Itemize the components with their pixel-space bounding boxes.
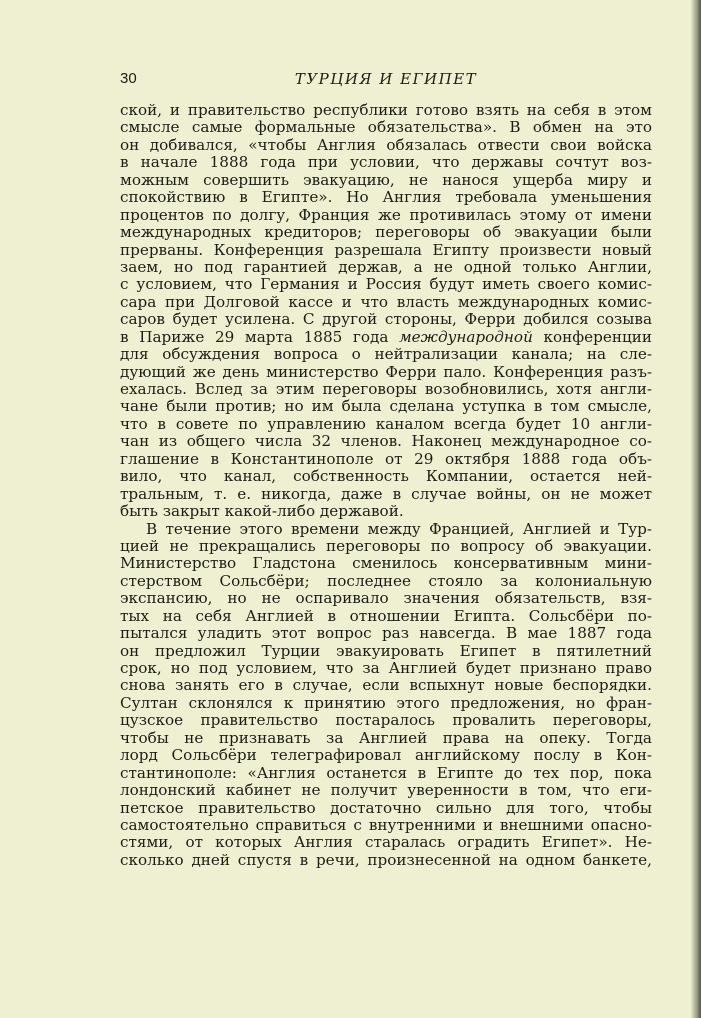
text-run: ской, и правительство республики готово взять на себя в этом (120, 101, 652, 119)
text-line (120, 555, 652, 572)
text-line (120, 416, 652, 433)
text-line (120, 730, 652, 747)
text-line (120, 834, 652, 851)
text-line (120, 643, 652, 660)
text-run: лондонский кабинет не получит уверенности в том, что еги- (120, 781, 652, 800)
text-run: можным совершить эвакуацию, не нанося ущерба миру и (120, 170, 652, 189)
page-edge-shadow (691, 0, 701, 1018)
text-line (120, 451, 652, 468)
text-line (120, 398, 652, 415)
text-run: смысле самые формальные обязательства». В обмен на это (120, 118, 652, 137)
text-line (120, 800, 652, 817)
text-line (120, 346, 652, 363)
text-run: Султан склонялся к принятию этого предложения, но фран- (120, 693, 652, 712)
text-run: заем, но под гарантией держав, а не одной только Англии, (120, 257, 652, 276)
text-line (120, 573, 652, 590)
text-run: тральным, т. е. никогда, даже в случае войны, он не может (120, 484, 652, 503)
text-line (120, 521, 652, 538)
text-run: саров будет усилена. С другой стороны, Ферри добился созыва (120, 310, 652, 329)
text-run: стерством Сольсбёри; последнее стояло за колониальную (120, 571, 652, 590)
text-line (120, 364, 652, 381)
text-run: В течение этого времени между Францией, Англией и Тур- (146, 519, 652, 538)
text-line (120, 102, 652, 119)
text-run: петское правительство достаточно сильно для того, чтобы (120, 798, 652, 817)
text-line (120, 712, 652, 729)
text-run: международных кредиторов; переговоры об эвакуации были (120, 223, 652, 242)
text-run: ехалась. Вслед за этим переговоры возобновились, хотя англи- (120, 380, 652, 398)
text-line (120, 695, 652, 712)
page-header (120, 70, 652, 92)
text-line (120, 468, 652, 485)
text-run: стями, от которых Англия старалась оградить Египет». Не- (120, 833, 652, 852)
text-run: стантинополе: «Англия останется в Египте до тех пор, пока (120, 763, 652, 782)
text-run: срок, но под условием, что за Англией будет признано право (120, 659, 652, 677)
text-run: чан из общего числа 32 членов. Наконец международное со- (120, 432, 652, 451)
text-run: для обсуждения вопроса о нейтрализации канала; на сле- (120, 345, 652, 364)
text-line (120, 590, 652, 607)
text-line (120, 329, 652, 346)
text-line (120, 817, 652, 834)
text-line (120, 852, 652, 869)
italic-emphasis: международной (399, 327, 533, 346)
text-line (120, 207, 652, 224)
text-line (120, 747, 652, 764)
text-run: дующий же день министерство Ферри пало. Конференция разъ- (120, 362, 652, 381)
text-line (120, 381, 652, 398)
text-run: с условием, что Германия и Россия будут иметь своего комис- (120, 275, 652, 294)
text-run: чане были против; но им была сделана уступка в том смысле, (120, 397, 652, 416)
text-line (120, 782, 652, 799)
text-line (120, 189, 652, 206)
text-run: конференции (532, 327, 652, 346)
text-line (120, 538, 652, 555)
text-line (120, 137, 652, 154)
text-run: процентов по долгу, Франция же противилась этому от имени (120, 205, 652, 224)
text-line (120, 224, 652, 241)
text-run: снова занять его в случае, если вспыхнут новые беспорядки. (120, 676, 652, 695)
text-line (120, 172, 652, 189)
page-number: 30 (120, 70, 137, 87)
text-line (120, 625, 652, 642)
text-line (120, 765, 652, 782)
running-title: ТУРЦИЯ И ЕГИПЕТ (294, 70, 478, 88)
text-run: сара при Долговой кассе и что власть международных комис- (120, 292, 652, 311)
text-line (120, 311, 652, 328)
text-run: прерваны. Конференция разрешала Египту произвести новый (120, 240, 652, 259)
text-line (120, 294, 652, 311)
text-line (120, 433, 652, 450)
text-run: тых на себя Англией в отношении Египта. Сольсбёри по- (120, 606, 652, 625)
text-run: сколько дней спустя в речи, произнесенной на одном банкете, (120, 850, 652, 869)
text-line (120, 242, 652, 259)
text-run: в начале 1888 года при условии, что державы сочтут воз- (120, 153, 652, 172)
text-line (120, 259, 652, 276)
text-run: Министерство Гладстона сменилось консервативным мини- (120, 554, 652, 573)
text-run: спокойствию в Египте». Но Англия требовала уменьшения (120, 188, 652, 207)
text-run: он предложил Турции эвакуировать Египет в пятилетний (120, 641, 652, 660)
text-run: цией не прекращались переговоры по вопросу об эвакуации. (120, 536, 652, 555)
text-line (120, 608, 652, 625)
text-run: вило, что канал, собственность Компании, остается ней- (120, 467, 652, 486)
text-run: он добивался, «чтобы Англия обязалась отвести свои войска (120, 135, 652, 154)
text-line (120, 119, 652, 136)
text-run: пытался уладить этот вопрос раз навсегда. В мае 1887 года (120, 624, 652, 643)
text-line (120, 486, 652, 503)
text-run: экспансию, но не оспаривало значения обязательств, взя- (120, 589, 652, 608)
text-run: цузское правительство постаралось провалить переговоры, (120, 711, 652, 730)
text-run: быть закрыт какой-либо державой. (120, 502, 404, 521)
text-line (120, 660, 652, 677)
text-run: самостоятельно справиться с внутренними и внешними опасно- (120, 815, 652, 834)
text-line (120, 154, 652, 171)
text-run: глашение в Константинополе от 29 октября 1888 года объ- (120, 449, 652, 468)
text-line (120, 677, 652, 694)
text-run: что в совете по управлению каналом всегда будет 10 англи- (120, 414, 652, 433)
text-run: чтобы не признавать за Англией права на опеку. Тогда (120, 728, 652, 747)
text-run: лорд Сольсбёри телеграфировал английскому послу в Кон- (120, 746, 652, 765)
text-line (120, 503, 652, 520)
text-run: в Париже 29 марта 1885 года (120, 327, 400, 346)
body-text (120, 102, 652, 869)
text-line (120, 276, 652, 293)
